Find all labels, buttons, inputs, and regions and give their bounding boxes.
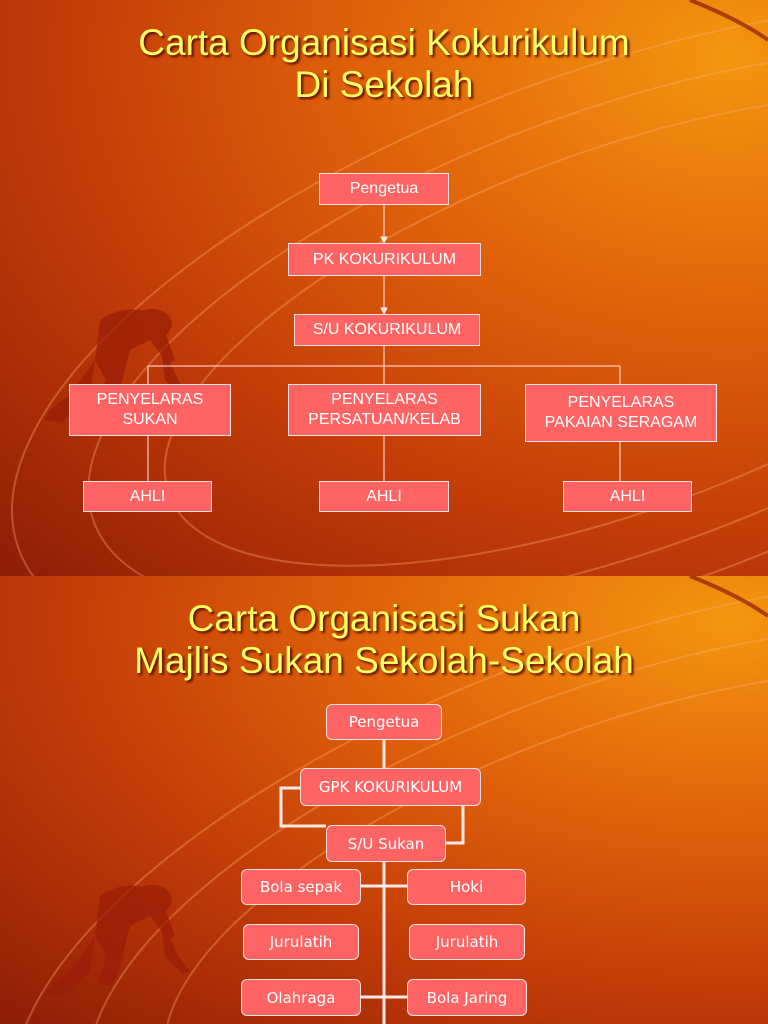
node-penyelaras-pakaian[interactable] — [525, 384, 717, 442]
node-su-kokurikulum[interactable] — [294, 314, 480, 346]
node-pk-kokurikulum[interactable] — [288, 243, 481, 276]
slide2-title-line1: Carta Organisasi Sukan — [187, 598, 581, 639]
node-olahraga-label: Olahraga — [266, 988, 336, 1007]
node-bola-jaring-label: Bola Jaring — [426, 988, 508, 1007]
slide-sukan — [0, 576, 768, 1024]
node-su-kokurikulum-label: S/U KOKURIKULUM — [312, 321, 462, 338]
node-su-sukan-label: S/U Sukan — [347, 834, 425, 853]
node-penyelaras-pakaian-line2: PAKAIAN SERAGAM — [544, 414, 698, 431]
node-gpk-kokurikulum[interactable] — [300, 768, 481, 806]
node-ahli-persatuan[interactable] — [319, 481, 449, 512]
node-jurulatih-hoki[interactable] — [409, 924, 525, 960]
node-penyelaras-sukan-line2: SUKAN — [122, 411, 178, 428]
node-ahli-persatuan-label: AHLI — [366, 487, 402, 505]
node-penyelaras-pakaian-line1: PENYELARAS — [567, 394, 675, 411]
node-gpk-kokurikulum-label: GPK KOKURIKULUM — [318, 778, 463, 796]
node-penyelaras-sukan-line1: PENYELARAS — [96, 391, 204, 408]
slide1-title-line2: Di Sekolah — [294, 64, 474, 105]
node-hoki-label: Hoki — [449, 878, 484, 896]
node-pengetua-label: Pengetua — [348, 713, 420, 731]
node-hoki[interactable] — [407, 869, 526, 905]
node-pengetua[interactable] — [319, 173, 449, 205]
node-penyelaras-persatuan-line1: PENYELARAS — [331, 391, 438, 408]
node-ahli-pakaian[interactable] — [563, 481, 692, 512]
node-su-sukan[interactable] — [326, 825, 446, 862]
node-pengetua[interactable] — [326, 704, 442, 740]
node-jurulatih-bola-sepak-label: Jurulatih — [269, 933, 333, 951]
node-pk-kokurikulum-label: PK KOKURIKULUM — [312, 250, 457, 268]
node-bola-jaring[interactable] — [407, 979, 527, 1016]
slide1-title-line1: Carta Organisasi Kokurikulum — [138, 22, 630, 63]
node-penyelaras-persatuan-line2: PERSATUAN/KELAB — [308, 411, 461, 428]
node-jurulatih-bola-sepak[interactable] — [243, 924, 359, 960]
node-bola-sepak-label: Bola sepak — [259, 878, 343, 896]
node-penyelaras-persatuan[interactable] — [288, 384, 481, 436]
slide2-title-line2: Majlis Sukan Sekolah-Sekolah — [134, 640, 634, 681]
node-jurulatih-hoki-label: Jurulatih — [435, 933, 499, 951]
node-ahli-sukan[interactable] — [83, 481, 212, 512]
node-ahli-sukan-label: AHLI — [129, 487, 166, 505]
node-penyelaras-sukan[interactable] — [69, 384, 231, 436]
node-bola-sepak[interactable] — [241, 869, 361, 905]
node-pengetua-label: Pengetua — [349, 180, 419, 197]
node-ahli-pakaian-label: AHLI — [609, 487, 646, 505]
node-olahraga[interactable] — [241, 979, 361, 1016]
